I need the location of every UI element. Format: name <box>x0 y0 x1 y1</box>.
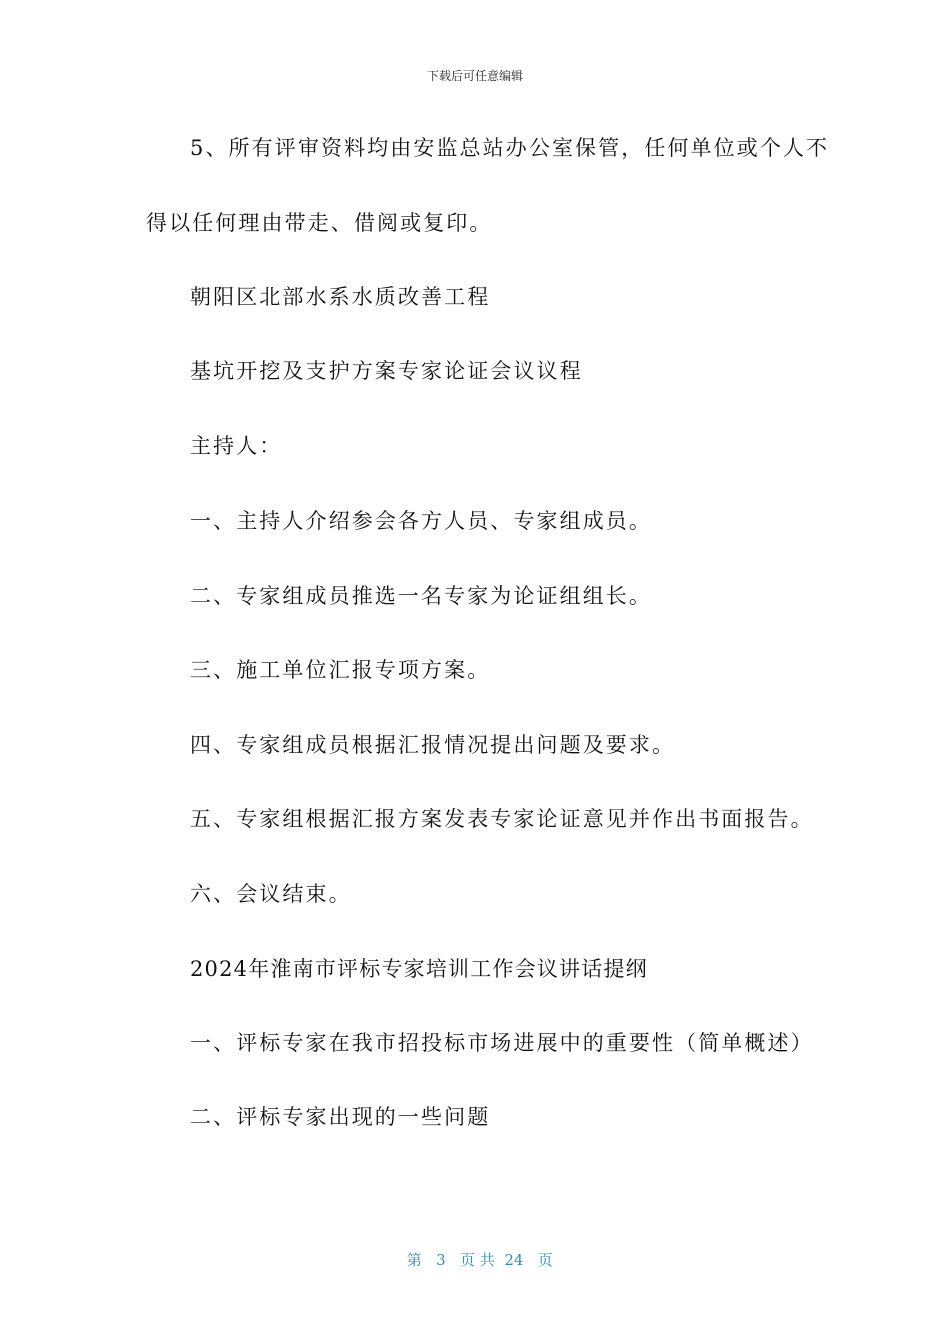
section-title: 基坑开挖及支护方案专家论证会议议程 <box>190 359 583 383</box>
agenda-item: 五、专家组根据汇报方案发表专家论证意见并作出书面报告。 <box>190 807 814 831</box>
page-header: 下载后可任意编辑 <box>426 69 523 83</box>
page-label-suffix: 页 <box>537 1251 553 1269</box>
agenda-item: 四、专家组成员根据汇报情况提出问题及要求。 <box>190 733 676 757</box>
section-title: 2024年淮南市评标专家培训工作会议讲话提纲 <box>190 957 648 981</box>
section-title: 朝阳区北部水系水质改善工程 <box>190 285 491 309</box>
page-label-mid: 页 共 <box>459 1251 495 1269</box>
page-footer <box>0 1230 950 1270</box>
body-paragraph: 主持人： <box>190 434 283 458</box>
agenda-item: 六、会议结束。 <box>190 882 352 906</box>
outline-item: 一、评标专家在我市招投标市场进展中的重要性（简单概述） <box>190 1031 814 1055</box>
agenda-item: 二、专家组成员推选一名专家为论证组组长。 <box>190 584 652 608</box>
total-pages-number: 24 <box>504 1251 524 1269</box>
body-paragraph: 5、所有评审资料均由安监总站办公室保管，任何单位或个人不 <box>190 136 830 160</box>
page-label-prefix: 第 <box>406 1251 422 1269</box>
agenda-item: 三、施工单位汇报专项方案。 <box>190 658 491 682</box>
outline-item: 二、评标专家出现的一些问题 <box>190 1105 491 1129</box>
current-page-number: 3 <box>436 1251 446 1269</box>
body-paragraph: 得以任何理由带走、借阅或复印。 <box>146 211 493 235</box>
agenda-item: 一、主持人介绍参会各方人员、专家组成员。 <box>190 509 652 533</box>
